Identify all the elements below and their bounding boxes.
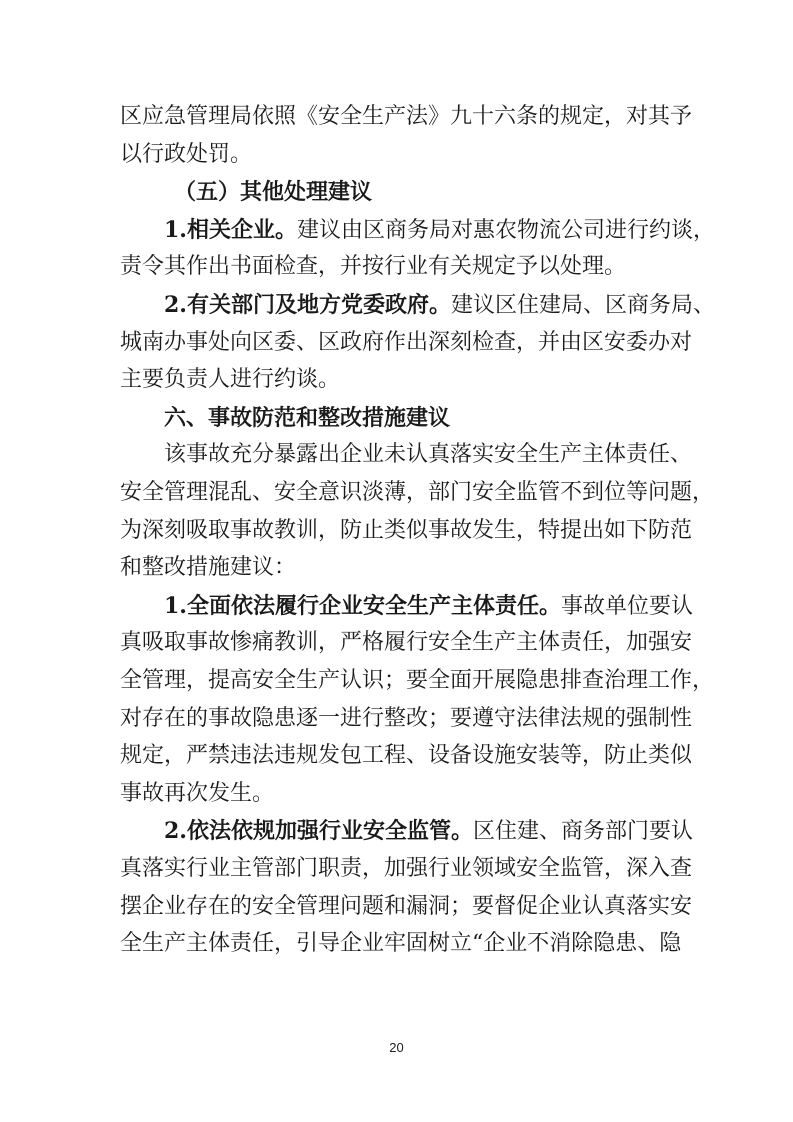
paragraph-line	[120, 666, 715, 696]
paragraph-line	[120, 478, 715, 508]
paragraph-line	[120, 628, 693, 658]
line-text: 建议区住建局、区商务局、	[450, 293, 715, 318]
line-text: 以行政处罚。	[120, 141, 253, 167]
line-text: 城南办事处向区委、区政府作出深刻检查，并由区安委办对	[120, 329, 693, 355]
paragraph-line	[120, 252, 680, 282]
paragraph-line	[120, 215, 715, 245]
line-text: 区住建、商务部门要认	[472, 819, 693, 845]
section-heading-prevention-measures	[120, 403, 680, 433]
paragraph-line	[120, 704, 693, 734]
paragraph-line	[120, 290, 715, 320]
paragraph-line	[120, 854, 693, 884]
item-heading: 2.依法依规加强行业安全监管。	[164, 818, 473, 845]
paragraph-line	[120, 365, 680, 395]
line-text: 事故单位要认	[560, 593, 693, 619]
line-text: 全管理，提高安全生产认识；要全面开展隐患排查治理工作，	[120, 668, 715, 693]
line-text: 事故再次发生。	[120, 780, 275, 806]
line-text: 责令其作出书面检查，并按行业有关规定予以处理。	[120, 254, 627, 280]
line-text: 真吸取事故惨痛教训，严格履行安全生产主体责任，加强安	[120, 630, 693, 656]
heading-text: 六、事故防范和整改措施建议	[164, 404, 451, 431]
page-number: 20	[389, 1040, 404, 1055]
line-text: 规定，严禁违法违规发包工程、设备设施安装等，防止类似	[120, 743, 693, 769]
line-text: 真落实行业主管部门职责，加强行业领域安全监管，深入查	[120, 856, 693, 881]
section-heading-other-suggestions	[120, 177, 680, 207]
heading-text: （五）其他处理建议	[174, 179, 373, 206]
item-heading: 1.全面依法履行企业安全生产主体责任。	[164, 592, 561, 619]
paragraph-line	[120, 553, 680, 583]
paragraph-line	[120, 816, 693, 846]
line-text: 主要负责人进行约谈。	[120, 367, 341, 393]
line-text: 安全管理混乱、安全意识淡薄，部门安全监管不到位等问题，	[120, 480, 715, 505]
paragraph-line	[120, 140, 680, 170]
line-text: 该事故充分暴露出企业未认真落实安全生产主体责任、	[164, 442, 693, 468]
item-heading: 1.相关企业。	[164, 216, 297, 243]
line-text: 区应急管理局依照《安全生产法》九十六条的规定，对其予	[120, 104, 693, 129]
line-text: 建议由区商务局对惠农物流公司进行约谈，	[296, 217, 715, 243]
paragraph-line	[120, 741, 693, 771]
paragraph-line	[120, 892, 693, 922]
paragraph-line	[120, 102, 693, 132]
line-text: 全生产主体责任，引导企业牢固树立“企业不消除隐患、隐	[120, 931, 682, 957]
paragraph-line	[120, 440, 693, 470]
line-text: 和整改措施建议：	[120, 555, 297, 581]
paragraph-line	[120, 328, 693, 358]
paragraph-line	[120, 929, 680, 959]
item-heading: 2.有关部门及地方党委政府。	[164, 292, 451, 318]
line-text: 为深刻吸取事故教训，防止类似事故发生，特提出如下防范	[120, 517, 693, 543]
line-text: 摆企业存在的安全管理问题和漏洞；要督促企业认真落实安	[120, 893, 693, 919]
paragraph-line	[120, 516, 693, 546]
paragraph-line	[120, 591, 693, 621]
paragraph-line	[120, 779, 680, 809]
line-text: 对存在的事故隐患逐一进行整改；要遵守法律法规的强制性	[120, 705, 693, 731]
